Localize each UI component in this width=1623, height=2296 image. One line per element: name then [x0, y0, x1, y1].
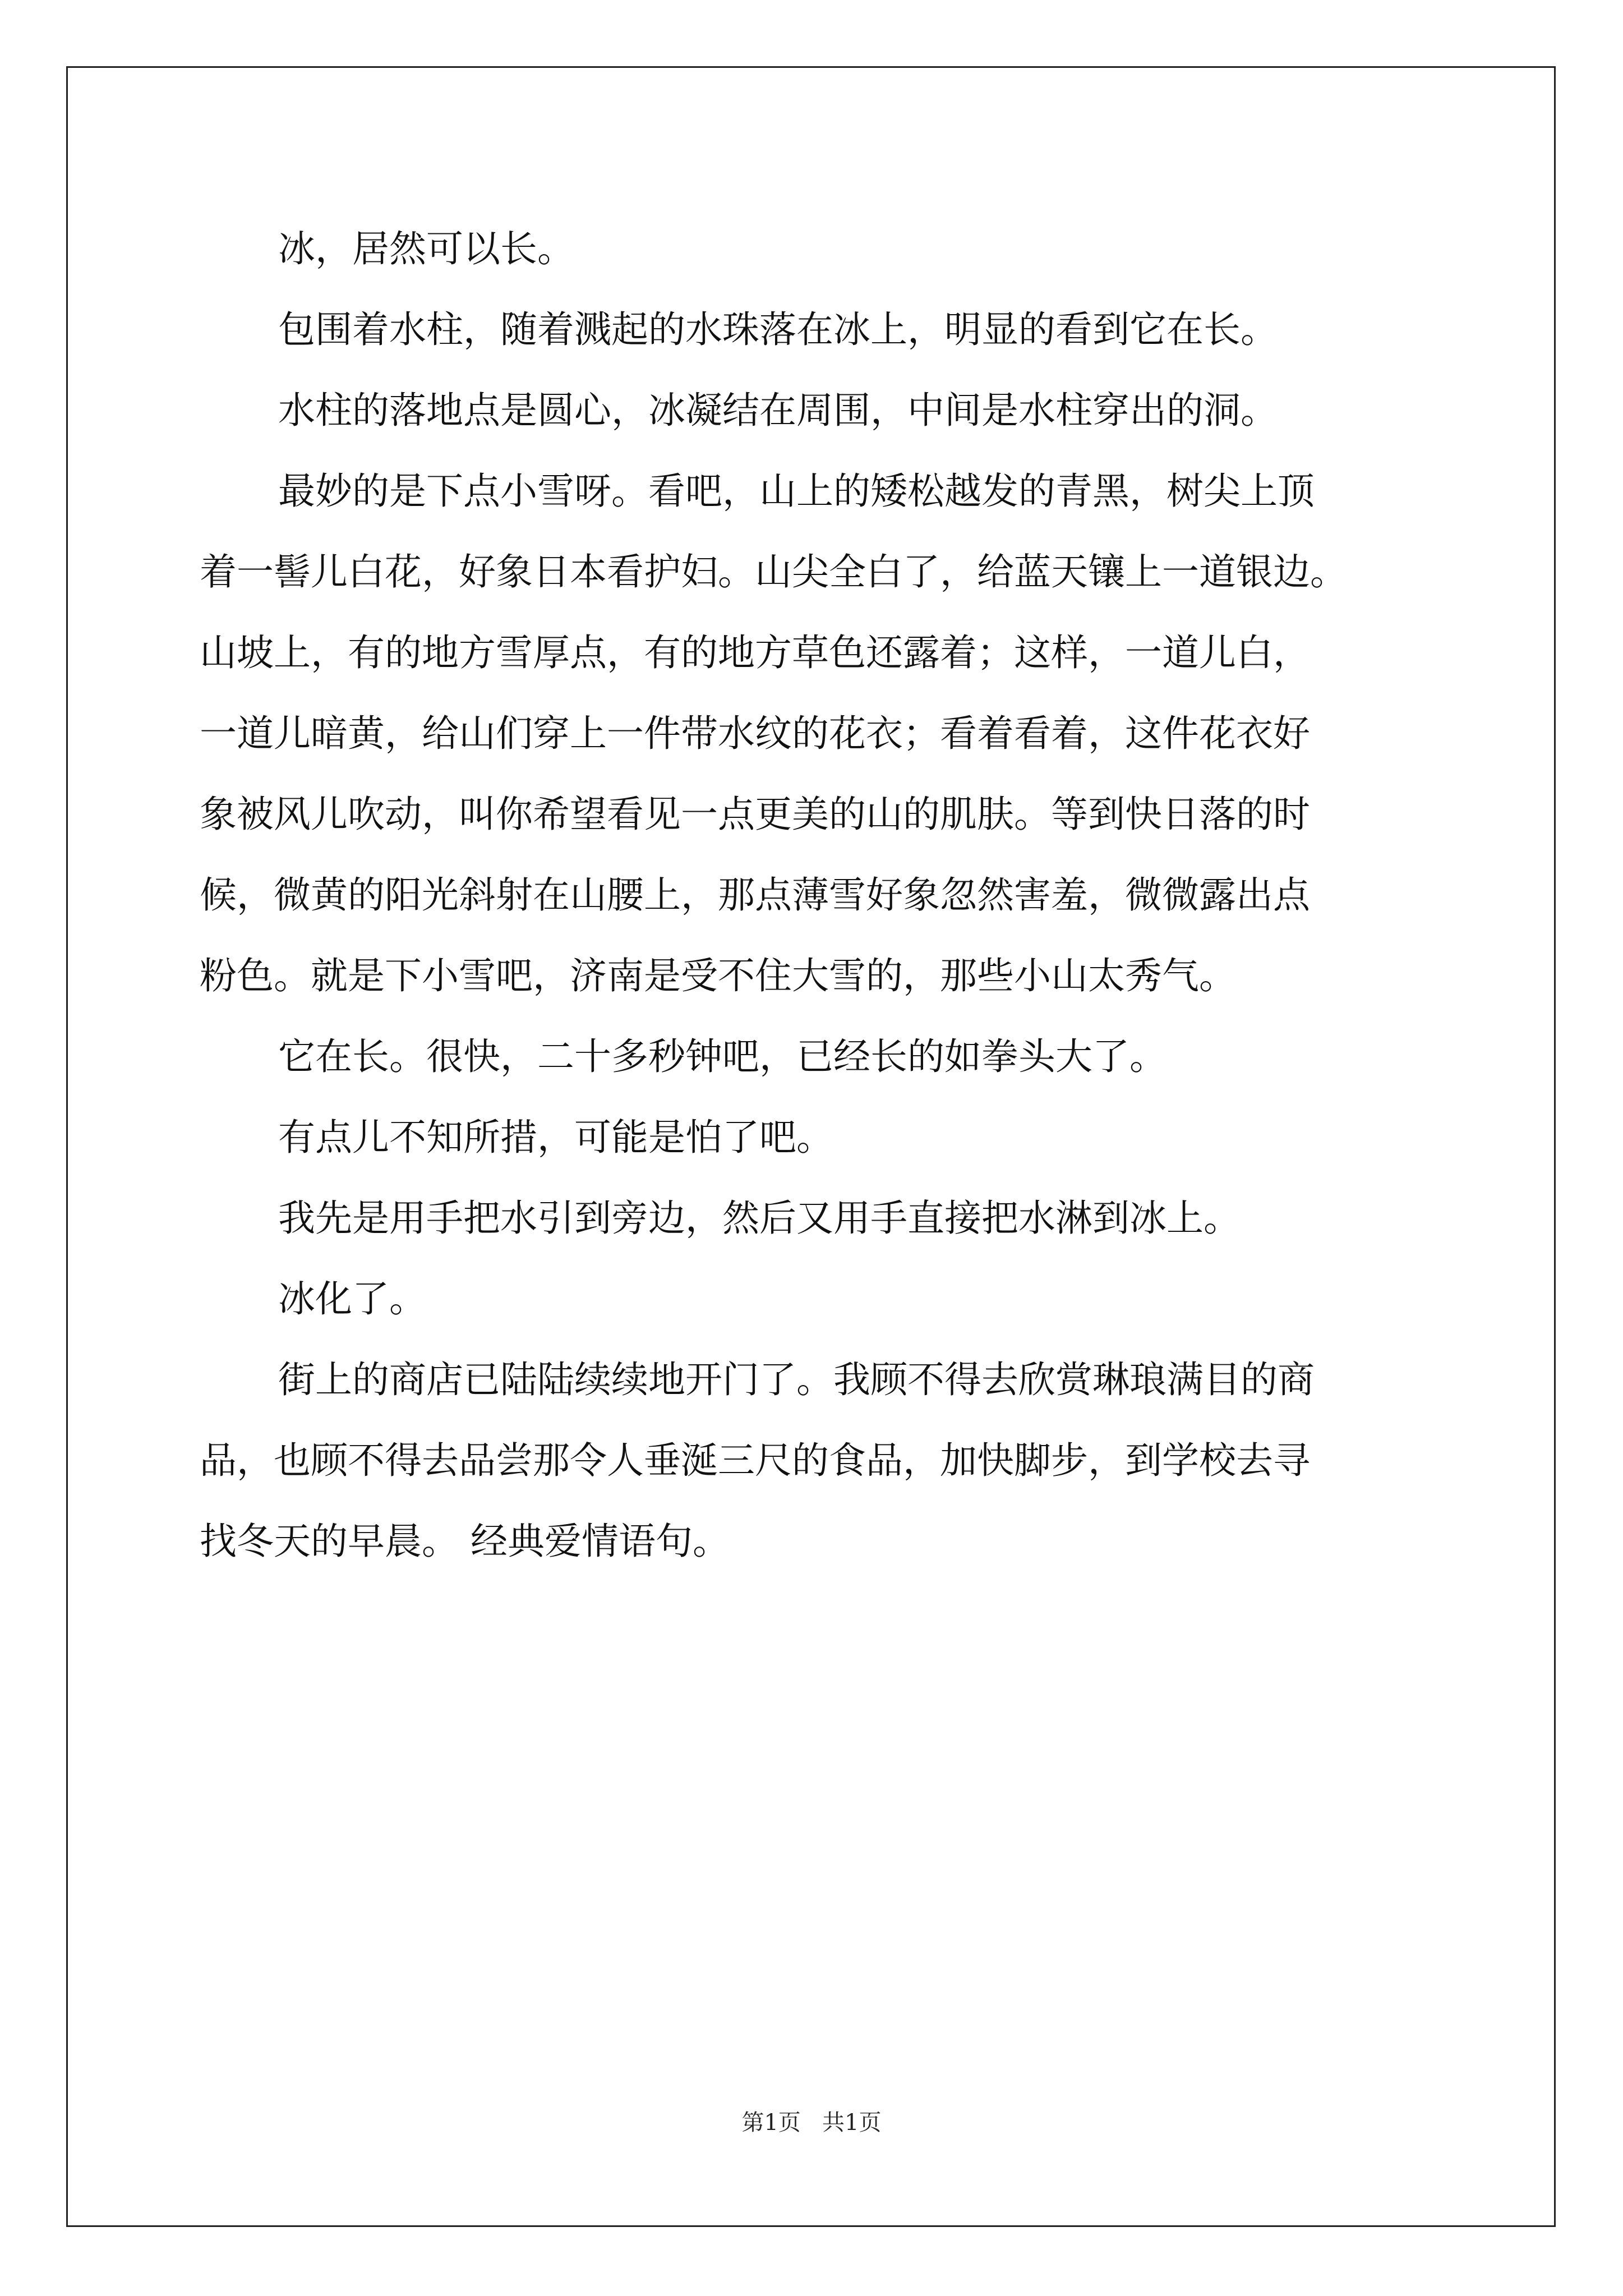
paragraph-line: 一道儿暗黄，给山们穿上一件带水纹的花衣；看着看着，这件花衣好: [200, 712, 1310, 755]
paragraph-line: 象被风儿吹动，叫你希望看见一点更美的山的肌肤。等到快日落的时: [200, 793, 1310, 836]
paragraph: 包围着水柱，随着溅起的水珠落在冰上，明显的看到它在长。: [278, 308, 1278, 351]
paragraph-line: 候，微黄的阳光斜射在山腰上，那点薄雪好象忽然害羞，微微露出点: [200, 873, 1310, 917]
paragraph-line: 山坡上，有的地方雪厚点，有的地方草色还露着；这样，一道儿白，: [200, 631, 1310, 674]
paragraph: 我先是用手把水引到旁边，然后又用手直接把水淋到冰上。: [278, 1197, 1241, 1240]
document-body: [200, 209, 1467, 1582]
paragraph: 冰，居然可以长。: [278, 227, 574, 270]
paragraph-line: 街上的商店已陆陆续续地开门了。我顾不得去欣赏琳琅满目的商: [278, 1358, 1315, 1401]
paragraph: 它在长。很快，二十多秒钟吧，已经长的如拳头大了。: [278, 1035, 1166, 1078]
paragraph-line: 最妙的是下点小雪呀。看吧，山上的矮松越发的青黑，树尖上顶: [278, 470, 1315, 513]
paragraph-long: [200, 451, 1467, 1016]
paragraph-line: 品，也顾不得去品尝那令人垂涎三尺的食品，加快脚步，到学校去寻: [200, 1439, 1310, 1482]
paragraph-line: 找冬天的早晨。 经典爱情语句。: [200, 1520, 730, 1563]
paragraph: 有点儿不知所措，可能是怕了吧。: [278, 1116, 833, 1159]
paragraph: 冰化了。: [278, 1277, 426, 1320]
page-number-footer: 第1页 共1页: [741, 2110, 882, 2136]
paragraph-line: 着一髻儿白花，好象日本看护妇。山尖全白了，给蓝天镶上一道银边。: [200, 550, 1347, 593]
paragraph: 水柱的落地点是圆心，冰凝结在周围，中间是水柱穿出的洞。: [278, 389, 1278, 432]
paragraph-last: [200, 1340, 1467, 1582]
paragraph-line: 粉色。就是下小雪吧，济南是受不住大雪的，那些小山太秀气。: [200, 954, 1236, 997]
